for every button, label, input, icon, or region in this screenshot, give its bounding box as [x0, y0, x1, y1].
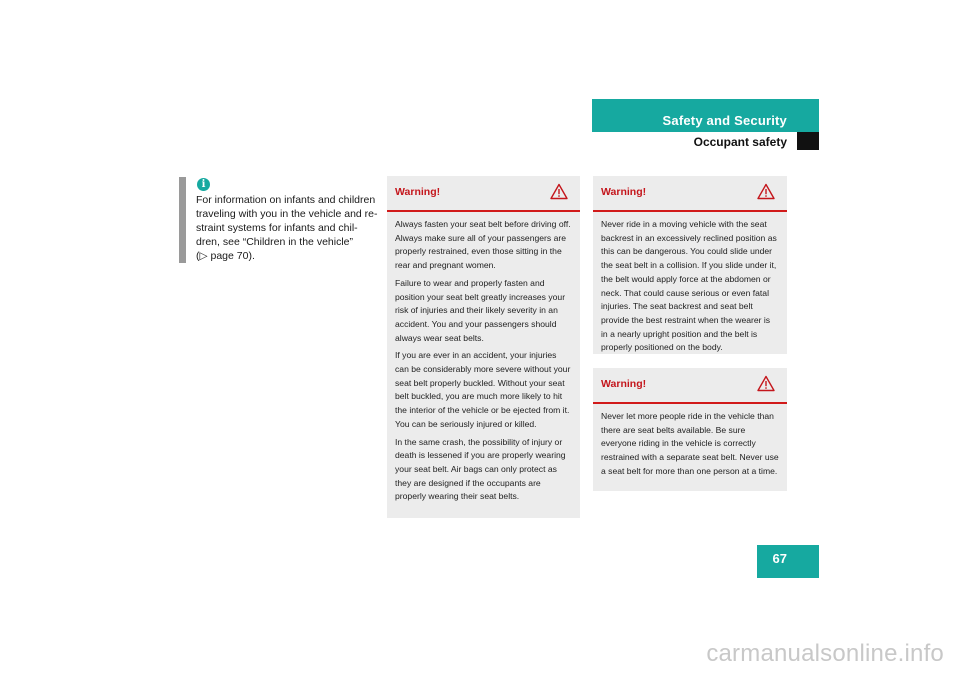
warning-title: Warning!: [601, 378, 647, 390]
warning-paragraph: Never let more people ride in the vehicle than there are seat belts available. Be sure everyone riding in the vehicle is correctly restrained with a separate seat belt. Never use a seat belt for more than one person at a time.: [601, 411, 779, 476]
warning-body: [593, 404, 787, 485]
warning-triangle-icon: [757, 375, 775, 392]
warning-box-seat-count: [593, 368, 787, 491]
watermark: carmanualsonline.info: [706, 640, 944, 667]
page-number-tab: [757, 545, 819, 578]
section-header: [592, 99, 819, 132]
warning-title: Warning!: [395, 186, 441, 198]
info-note-line: straint systems for infants and chil-: [196, 222, 358, 234]
section-title: Safety and Security: [662, 113, 787, 128]
warning-paragraph: Never ride in a moving vehicle with the seat backrest in an excessively reclined position as this can be dangerous. You could slide under the seat belt in a collision. If you slide under it, the belt would apply force at the abdomen or neck. That could cause serious or even fatal injuries. The seat backrest and seat belt provide the best restraint when the wearer is in a nearly upright position and the belt is properly positioned on the body.: [601, 219, 777, 353]
warning-header: [387, 176, 580, 212]
info-note-line: dren, see “Children in the vehicle”: [196, 236, 353, 248]
info-note-bar: [179, 177, 186, 263]
info-icon: i: [197, 178, 210, 191]
warning-triangle-icon: [550, 183, 568, 200]
warning-paragraph: If you are ever in an accident, your injuries can be considerably more severe without your seat belt properly buckled. Without your seat belt buckled, you are much more likely to hit the interior of the vehicle or be ejected from it. You can be seriously injured or killed.: [395, 350, 571, 429]
info-note-line: For information on infants and children: [196, 194, 376, 206]
info-note-text: [196, 193, 382, 263]
warning-body: [593, 212, 787, 361]
warning-paragraph: Failure to wear and properly fasten and position your seat belt greatly increases your risk of injuries and their likely severity in an accident. You and your passengers should always wear seat belts.: [395, 277, 566, 343]
warning-header: [593, 368, 787, 404]
warning-paragraph: Always fasten your seat belt before driving off. Always make sure all of your passengers are properly restrained, even those sitting in the rear and pregnant women.: [395, 219, 571, 271]
warning-header: [593, 176, 787, 212]
section-subheader: [592, 132, 819, 150]
warning-body: [387, 212, 580, 510]
page-number: 67: [772, 551, 787, 566]
warning-box-reclined-seat: [593, 176, 787, 354]
warning-triangle-icon: [757, 183, 775, 200]
header-marker-block: [797, 132, 819, 150]
info-note-line: traveling with you in the vehicle and re-: [196, 208, 378, 220]
warning-title: Warning!: [601, 186, 647, 198]
warning-box-seat-belt: [387, 176, 580, 518]
warning-paragraph: In the same crash, the possibility of injury or death is lessened if you are properly wearing your seat belt. Air bags can only protect as they are designed if the occupants are properly wearing their seat belts.: [395, 436, 566, 502]
section-subtitle: Occupant safety: [693, 135, 787, 149]
info-note-page-link[interactable]: (▷ page 70).: [196, 250, 255, 262]
